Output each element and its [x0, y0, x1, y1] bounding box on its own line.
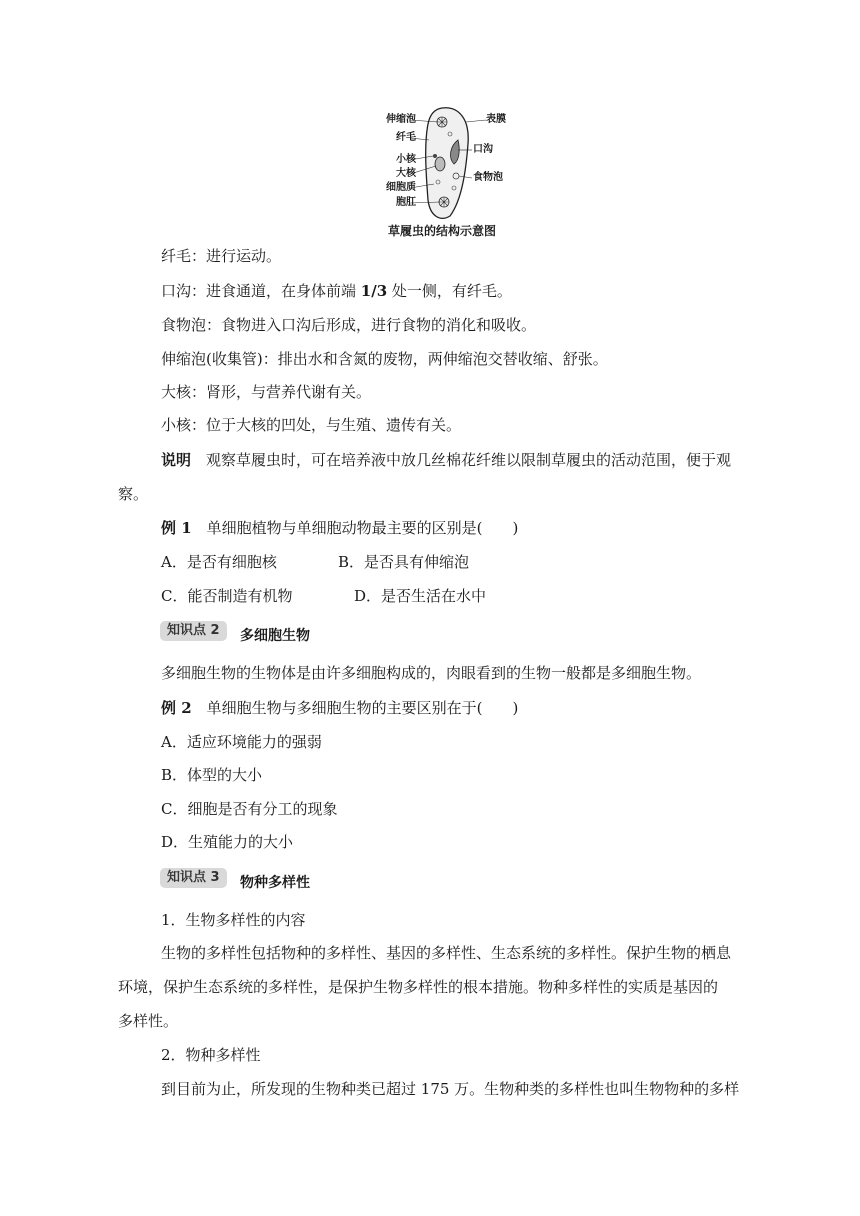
- knowledge-point-3-title: 物种多样性: [240, 875, 310, 891]
- example2-question: [161, 698, 518, 718]
- example1-question: [161, 518, 518, 538]
- text-oral-groove-c: 处一侧，有纤毛。: [387, 282, 512, 300]
- label-macronucleus: 大核: [396, 168, 416, 179]
- text-food-vacuole: 食物泡：食物进入口沟后形成，进行食物的消化和吸收。: [161, 316, 537, 334]
- label-anal-pore: 胞肛: [396, 197, 416, 208]
- kp3-paragraph-2-line-1: 到目前为止，所发现的生物种类已超过 175 万。生物种类的多样性也叫生物物种的多样: [161, 1080, 740, 1098]
- text-macronucleus: 大核：肾形，与营养代谢有关。: [161, 383, 372, 401]
- paramecium-diagram: [380, 104, 510, 224]
- note-text: 观察草履虫时，可在培养液中放几丝棉花纤维以限制草履虫的活动范围，便于观: [191, 451, 732, 469]
- figure-caption: 草履虫的结构示意图: [388, 224, 497, 238]
- kp3-subheading-2: 2．物种多样性: [161, 1046, 261, 1064]
- knowledge-point-2-tag: 知识点 2: [160, 621, 227, 641]
- text-oral-groove-b: 1/3: [360, 282, 388, 300]
- kp3-paragraph-1-line-2: 环境，保护生态系统的多样性，是保护生物多样性的根本措施。物种多样性的实质是基因的: [118, 978, 719, 996]
- example1-option-c: C．能否制造有机物: [161, 587, 293, 605]
- example2-option-a: A．适应环境能力的强弱: [161, 733, 322, 751]
- label-food-vacuole: 食物泡: [473, 172, 503, 183]
- text-oral-groove-a: 口沟：进食通道，在身体前端: [161, 282, 361, 300]
- note-label: 说明: [161, 451, 192, 469]
- text-micronucleus: 小核：位于大核的凹处，与生殖、遗传有关。: [161, 416, 462, 434]
- text-note: [161, 450, 731, 470]
- kp3-subheading-1: 1．生物多样性的内容: [161, 911, 306, 929]
- example1-text: 单细胞植物与单细胞动物最主要的区别是( ): [191, 519, 519, 537]
- label-contractile-vacuole: 伸缩泡: [386, 114, 416, 125]
- example2-option-d: D．生殖能力的大小: [161, 833, 294, 851]
- kp2-text: 多细胞生物的生物体是由许多细胞构成的，肉眼看到的生物一般都是多细胞生物。: [161, 664, 702, 682]
- example1-option-b: B．是否具有伸缩泡: [338, 553, 470, 571]
- text-oral-groove: [161, 281, 512, 301]
- example2-text: 单细胞生物与多细胞生物的主要区别在于( ): [191, 699, 519, 717]
- label-oral-groove: 口沟: [473, 144, 493, 155]
- example2-option-b: B．体型的大小: [161, 766, 263, 784]
- knowledge-point-3-tag: 知识点 3: [160, 868, 227, 888]
- example1-label: 例 1: [161, 519, 192, 537]
- label-pellicle: 表膜: [486, 114, 506, 125]
- text-note-cont: 察。: [118, 485, 149, 503]
- label-cilia: 纤毛: [396, 132, 416, 143]
- example2-label: 例 2: [161, 699, 192, 717]
- knowledge-point-2-title: 多细胞生物: [240, 628, 310, 644]
- label-micronucleus: 小核: [396, 154, 416, 165]
- text-contractile-vacuole: 伸缩泡(收集管)：排出水和含氮的废物，两伸缩泡交替收缩、舒张。: [161, 350, 608, 368]
- example1-option-a: A．是否有细胞核: [161, 553, 277, 571]
- example1-option-d: D．是否生活在水中: [354, 587, 487, 605]
- kp3-paragraph-1-line-1: 生物的多样性包括物种的多样性、基因的多样性、生态系统的多样性。保护生物的栖息: [161, 944, 732, 962]
- text-cilia: 纤毛：进行运动。: [161, 247, 282, 265]
- kp3-paragraph-1-line-3: 多样性。: [118, 1012, 179, 1030]
- example2-option-c: C．细胞是否有分工的现象: [161, 800, 338, 818]
- label-cytoplasm: 细胞质: [386, 182, 416, 193]
